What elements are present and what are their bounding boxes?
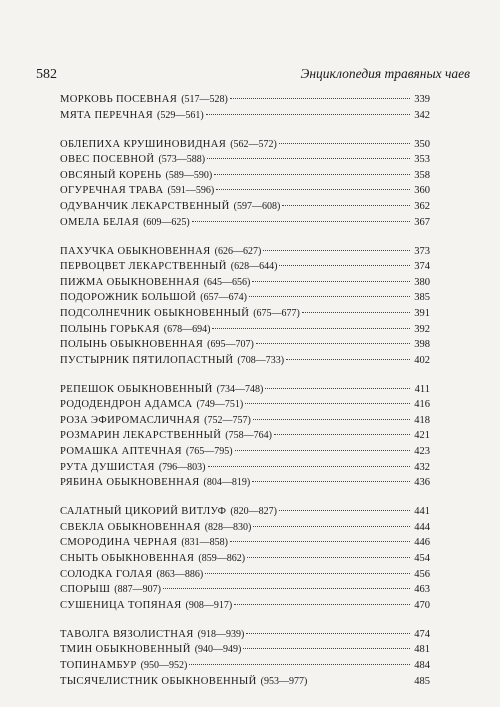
dot-leader — [235, 450, 410, 451]
index-entry — [60, 168, 430, 184]
index-entry — [60, 567, 430, 583]
index-entry — [60, 460, 430, 476]
dot-leader — [206, 114, 410, 115]
entry-range: (529—561) — [157, 109, 204, 121]
entry-page: 421 — [414, 430, 430, 442]
index-entry — [60, 215, 430, 231]
entry-name: ПАХУЧКА ОБЫКНОВЕННАЯ — [60, 245, 211, 257]
entry-page: 484 — [414, 659, 430, 671]
index-entry — [60, 642, 430, 658]
entry-range: (950—952) — [140, 659, 188, 671]
dot-leader — [302, 312, 410, 313]
entry-range: (573—588) — [158, 154, 206, 166]
entry-range: (940—949) — [194, 644, 242, 656]
entry-page: 367 — [414, 216, 430, 228]
index-entry — [60, 275, 430, 291]
entry-range: (796—803) — [158, 461, 206, 473]
entry-range: (645—656) — [203, 276, 251, 288]
dot-leader — [247, 557, 410, 558]
entry-range: (609—625) — [143, 216, 190, 228]
entry-page: 474 — [414, 628, 430, 640]
index-group — [60, 244, 430, 369]
entry-name: СПОРЫШ — [60, 584, 111, 596]
entry-page: 411 — [414, 383, 430, 395]
entry-name: РУТА ДУШИСТАЯ — [60, 461, 155, 473]
dot-leader — [230, 541, 410, 542]
entry-name: САЛАТНЫЙ ЦИКОРИЙ ВИТЛУФ — [60, 506, 227, 518]
index-entry — [60, 337, 430, 353]
entry-range: (831—858) — [181, 537, 228, 549]
entry-page: 398 — [414, 339, 430, 351]
entry-range: (597—608) — [233, 200, 281, 212]
entry-page: 456 — [414, 568, 430, 580]
entry-name: ТМИН ОБЫКНОВЕННЫЙ — [60, 644, 191, 656]
entry-page: 392 — [414, 323, 430, 335]
dot-leader — [249, 296, 410, 297]
dot-leader — [216, 189, 410, 190]
running-title: Энциклопедия травяных чаев — [300, 66, 470, 81]
entry-range: (887—907) — [114, 584, 161, 596]
index-entry — [60, 504, 430, 520]
entry-name: СОЛОДКА ГОЛАЯ — [60, 568, 153, 580]
entry-page: 402 — [414, 354, 430, 366]
entry-range: (708—733) — [237, 354, 285, 366]
entry-range: (626—627) — [214, 245, 262, 257]
entry-page: 358 — [414, 169, 430, 181]
index-entry — [60, 92, 430, 108]
dot-leader — [246, 633, 410, 634]
dot-leader — [256, 343, 410, 344]
entry-name: ПОДСОЛНЕЧНИК ОБЫКНОВЕННЫЙ — [60, 307, 250, 319]
dot-leader — [245, 403, 410, 404]
entry-range: (517—528) — [181, 94, 228, 105]
entry-range: (918—939) — [197, 628, 245, 640]
index-group — [60, 137, 430, 231]
entry-name: ПИЖМА ОБЫКНОВЕННАЯ — [60, 276, 200, 288]
index-entry — [60, 428, 430, 444]
entry-page: 362 — [414, 200, 430, 212]
index-entry — [60, 535, 430, 551]
entry-range: (765—795) — [185, 446, 233, 458]
dot-leader — [214, 174, 410, 175]
page-header — [36, 66, 470, 83]
entry-page: 373 — [414, 245, 430, 257]
index-entry — [60, 382, 430, 398]
entry-name: СМОРОДИНА ЧЕРНАЯ — [60, 537, 178, 549]
entry-name: ОВСЯНЫЙ КОРЕНЬ — [60, 169, 162, 181]
index-group — [60, 627, 430, 689]
entry-page: 385 — [414, 292, 430, 304]
dot-leader — [192, 221, 410, 222]
entry-name: ПОДОРОЖНИК БОЛЬШОЙ — [60, 292, 197, 304]
entry-range: (863—886) — [156, 568, 204, 580]
entry-name: РОМАШКА АПТЕЧНАЯ — [60, 446, 182, 458]
entry-name: ПОЛЫНЬ ГОРЬКАЯ — [60, 323, 160, 335]
entry-range: (562—572) — [230, 138, 277, 150]
entry-range: (628—644) — [230, 261, 278, 273]
dot-leader — [234, 604, 410, 605]
entry-name: ПЕРВОЦВЕТ ЛЕКАРСТВЕННЫЙ — [60, 261, 227, 273]
index-group — [60, 504, 430, 613]
dot-leader — [205, 573, 410, 574]
entry-name: ОМЕЛА БЕЛАЯ — [60, 216, 140, 228]
dot-leader — [163, 588, 410, 589]
index-entry — [60, 582, 430, 598]
dot-leader — [243, 648, 410, 649]
entry-page: 436 — [414, 477, 430, 489]
entry-name: ОВЕС ПОСЕВНОЙ — [60, 154, 155, 166]
dot-leader — [279, 265, 410, 266]
dot-leader — [263, 250, 410, 251]
entry-page: 432 — [414, 461, 430, 473]
entry-name: МЯТА ПЕРЕЧНАЯ — [60, 109, 154, 121]
entry-range: (734—748) — [216, 383, 264, 395]
entry-name: РОЗМАРИН ЛЕКАРСТВЕННЫЙ — [60, 430, 222, 442]
index-entry — [60, 520, 430, 536]
entry-range: (657—674) — [200, 292, 247, 304]
entry-range: (695—707) — [207, 339, 254, 351]
entry-range: (749—751) — [196, 399, 244, 411]
dot-leader — [265, 388, 410, 389]
index-entry — [60, 183, 430, 199]
entry-page: 470 — [414, 599, 430, 611]
index-entry — [60, 322, 430, 338]
entry-page: 391 — [414, 307, 430, 319]
entry-range: (828—830) — [204, 521, 252, 533]
entry-range: (675—677) — [253, 307, 300, 319]
index-entry — [60, 199, 430, 215]
entry-page: 463 — [414, 584, 430, 596]
entry-name: СУШЕНИЦА ТОПЯНАЯ — [60, 599, 182, 611]
dot-leader — [208, 466, 410, 467]
index-group — [60, 92, 430, 123]
dot-leader — [253, 526, 410, 527]
index-entry — [60, 598, 430, 614]
entry-range: (591—596) — [167, 185, 215, 197]
entry-name: ПОЛЫНЬ ОБЫКНОВЕННАЯ — [60, 339, 204, 351]
index-entry — [60, 353, 430, 369]
dot-leader — [279, 143, 410, 144]
entry-name: РЯБИНА ОБЫКНОВЕННАЯ — [60, 477, 200, 489]
entry-page: 374 — [414, 261, 430, 273]
entry-name: ОБЛЕПИХА КРУШИНОВИДНАЯ — [60, 138, 227, 150]
entry-name: РОЗА ЭФИРОМАСЛИЧНАЯ — [60, 414, 201, 426]
entry-page: 454 — [414, 553, 430, 564]
entry-page: 353 — [414, 154, 430, 166]
entry-page: 446 — [414, 537, 430, 549]
entry-name: ОГУРЕЧНАЯ ТРАВА — [60, 185, 164, 197]
index-entry — [60, 244, 430, 260]
entry-name: ТЫСЯЧЕЛИСТНИК ОБЫКНОВЕННЫЙ — [60, 675, 257, 687]
dot-leader — [189, 664, 410, 665]
entry-name: МОРКОВЬ ПОСЕВНАЯ — [60, 94, 178, 105]
dot-leader — [282, 205, 410, 206]
entry-range: (758—764) — [225, 430, 272, 442]
entry-name: ТАВОЛГА ВЯЗОЛИСТНАЯ — [60, 628, 194, 640]
entry-page: 441 — [414, 506, 430, 518]
index-entry — [60, 413, 430, 429]
entry-range: (678—694) — [163, 323, 211, 335]
entry-range: (804—819) — [203, 477, 251, 489]
entry-name: ПУСТЫРНИК ПЯТИЛОПАСТНЫЙ — [60, 354, 234, 366]
entry-name: РОДОДЕНДРОН АДАМСА — [60, 399, 193, 411]
dot-leader — [253, 419, 410, 420]
index-entry — [60, 444, 430, 460]
dot-leader — [286, 359, 410, 360]
index-list — [60, 92, 430, 703]
index-entry — [60, 397, 430, 413]
index-entry — [60, 137, 430, 153]
index-entry — [60, 306, 430, 322]
index-entry — [60, 627, 430, 643]
entry-name: СНЫТЬ ОБЫКНОВЕННАЯ — [60, 553, 195, 564]
entry-page: 380 — [414, 276, 430, 288]
entry-page: 360 — [414, 185, 430, 197]
dot-leader — [252, 281, 410, 282]
index-entry — [60, 658, 430, 674]
page-number: 582 — [36, 67, 57, 82]
entry-range: (859—862) — [198, 553, 246, 564]
entry-name: ОДУВАНЧИК ЛЕКАРСТВЕННЫЙ — [60, 200, 230, 212]
entry-range: (820—827) — [230, 506, 277, 518]
entry-page: 350 — [414, 138, 430, 150]
index-entry — [60, 259, 430, 275]
entry-range: (908—917) — [185, 599, 233, 611]
entry-page: 342 — [414, 109, 430, 121]
entry-range: (752—757) — [204, 414, 251, 426]
index-group — [60, 382, 430, 491]
index-entry — [60, 475, 430, 491]
dot-leader — [207, 158, 410, 159]
entry-range: (589—590) — [165, 169, 213, 181]
dot-leader — [230, 98, 410, 99]
entry-range: (953—977) — [260, 675, 308, 687]
entry-page: 444 — [414, 521, 430, 533]
entry-page: 485 — [414, 675, 430, 687]
entry-page: 416 — [414, 399, 430, 411]
entry-page: 481 — [414, 644, 430, 656]
index-entry — [60, 108, 430, 124]
dot-leader — [279, 510, 410, 511]
entry-name: ТОПИНАМБУР — [60, 659, 137, 671]
entry-page: 418 — [414, 414, 430, 426]
entry-name: РЕПЕШОК ОБЫКНОВЕННЫЙ — [60, 383, 213, 395]
index-entry — [60, 290, 430, 306]
dot-leader — [274, 434, 410, 435]
dot-leader — [252, 481, 410, 482]
index-entry — [60, 674, 430, 690]
index-entry — [60, 152, 430, 168]
index-entry — [60, 551, 430, 567]
entry-page: 339 — [414, 94, 430, 105]
dot-leader — [212, 328, 410, 329]
entry-page: 423 — [414, 446, 430, 458]
entry-name: СВЕКЛА ОБЫКНОВЕННАЯ — [60, 521, 201, 533]
